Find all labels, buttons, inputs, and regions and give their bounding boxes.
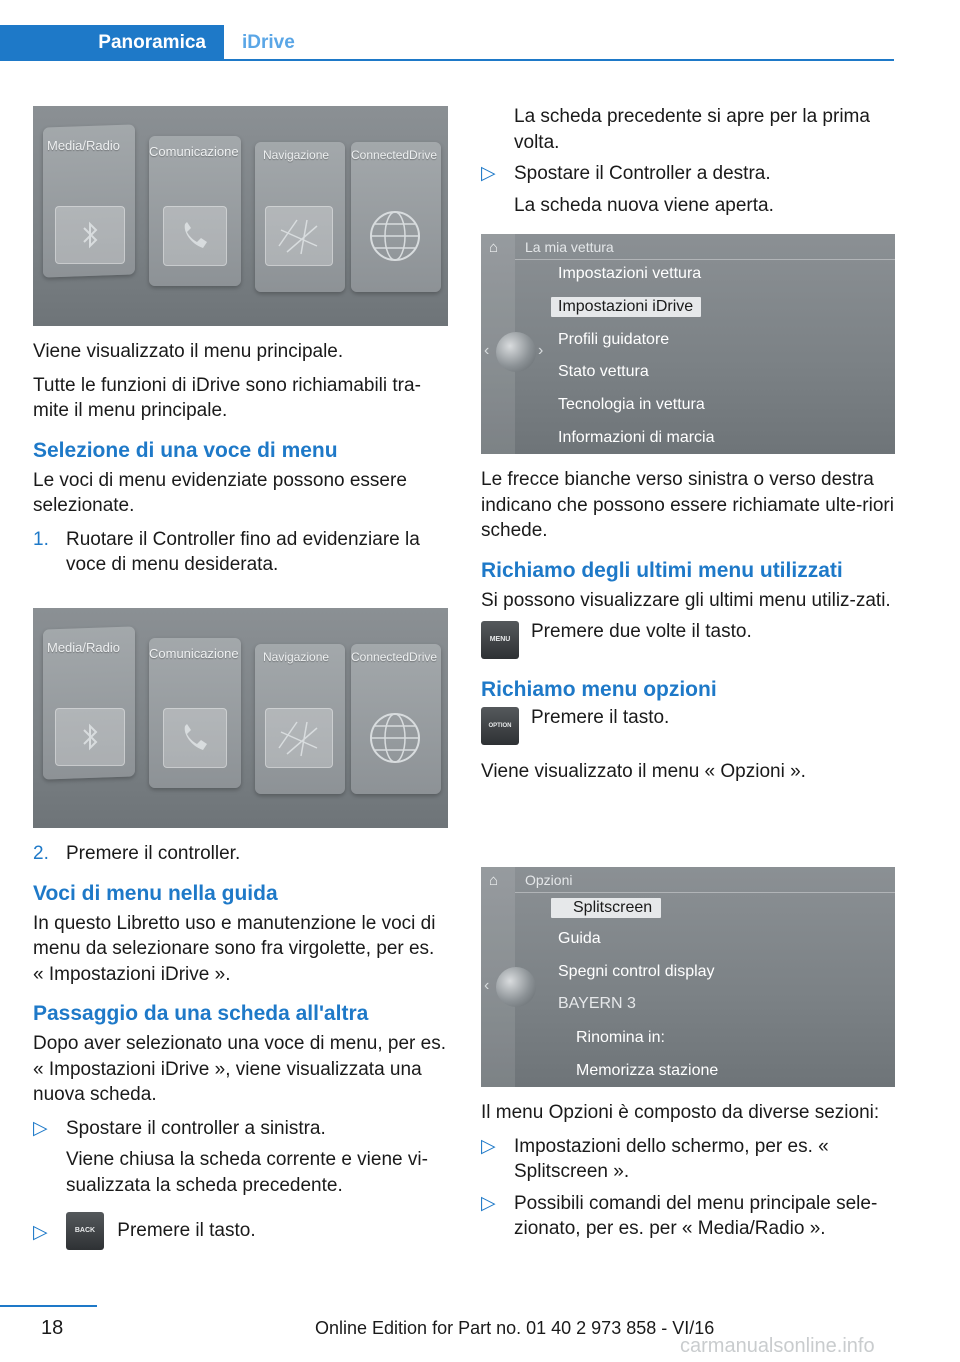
- edition-note: Online Edition for Part no. 01 40 2 973 858 - VI/16: [315, 1318, 715, 1338]
- globe-icon: [359, 704, 431, 772]
- bullet-move-left-text: Spostare il controller a sinistra.: [66, 1117, 326, 1139]
- card-label-connecteddrive: ConnectedDrive: [351, 148, 438, 162]
- options-menu-item: Guida: [558, 930, 601, 947]
- left-arrow-icon: ‹: [484, 977, 490, 994]
- controller-knob-icon: [496, 967, 536, 1007]
- home-icon: ⌂: [489, 872, 499, 889]
- card-label-navigation: Navigazione: [263, 148, 330, 162]
- phone-icon: [163, 206, 227, 266]
- p-recent: Si possono visualizzare gli ultimi menu utiliz-zati.: [481, 589, 891, 611]
- bluetooth-icon: [55, 206, 125, 264]
- left-arrow-icon: ‹: [484, 342, 490, 359]
- h-menu-items-guide: Voci di menu nella guida: [33, 881, 278, 905]
- home-icon: ⌂: [489, 239, 499, 256]
- triangle-bullet-icon: ▷: [481, 1192, 496, 1214]
- car-menu-item: Profili guidatore: [558, 331, 670, 348]
- bullet-main-menu-commands-text: Possibili comandi del menu principale sele-zionato, per es. per « Media/Radio ».: [514, 1192, 878, 1239]
- p-select: Le voci di menu evidenziate possono essere selezionate.: [33, 469, 407, 516]
- car-menu-title: La mia vettura: [525, 239, 614, 255]
- page-number: 18: [41, 1317, 64, 1339]
- p-main-menu: Viene visualizzato il menu principale.: [33, 341, 344, 362]
- triangle-bullet-icon: ▷: [33, 1222, 48, 1243]
- footer-rule: [0, 1305, 97, 1307]
- bullet-back-key-text: Premere il tasto.: [117, 1220, 256, 1242]
- p-arrows: Le frecce bianche verso sinistra o verso destra indicano che possono essere richiamate ulte-riori schede.: [481, 469, 894, 541]
- car-menu-screenshot: [481, 234, 895, 454]
- step-1-text: Ruotare il Controller fino ad evidenziare la voce di menu desiderata.: [66, 528, 420, 575]
- triangle-bullet-icon: ▷: [481, 1135, 496, 1157]
- bluetooth-icon: [55, 708, 125, 766]
- p-all-functions: Tutte le funzioni di iDrive sono richiamabili tra-mite il menu principale.: [33, 374, 421, 421]
- menu-key-icon: MENU: [481, 621, 519, 659]
- options-menu-title: Opzioni: [525, 872, 573, 888]
- left-text-block-1: [33, 339, 448, 584]
- topic-tab: iDrive: [242, 32, 295, 53]
- triangle-bullet-icon: ▷: [33, 1117, 48, 1139]
- bullet-list-right: [481, 161, 897, 218]
- idrive-home-screenshot-1: [33, 106, 448, 326]
- bullet-move-right-sub: La scheda nuova viene aperta.: [514, 194, 774, 216]
- options-menu-item: BAYERN 3: [558, 995, 636, 1012]
- map-icon: [265, 206, 333, 266]
- menu-key-row: [481, 621, 897, 659]
- p-prev-opens: La scheda precedente si apre per la prima volta.: [514, 106, 870, 153]
- controller-knob-icon: [496, 332, 536, 372]
- step-1: [33, 527, 448, 578]
- back-key-icon: BACK: [66, 1212, 104, 1250]
- idrive-home-screenshot-2: [33, 608, 448, 828]
- h-select-menu-item: Selezione di una voce di menu: [33, 438, 338, 462]
- h-recent-menus: Richiamo degli ultimi menu utilizzati: [481, 558, 843, 582]
- car-menu-item: Informazioni di marcia: [558, 429, 715, 446]
- left-text-block-2: [33, 841, 448, 1256]
- watermark: carmanualsonline.info: [680, 1335, 875, 1357]
- options-menu-item-highlighted: Splitscreen: [573, 899, 653, 916]
- triangle-bullet-icon: ▷: [481, 163, 496, 184]
- bullet-back-key: [33, 1212, 448, 1250]
- p-options-shown: Viene visualizzato il menu « Opzioni ».: [481, 761, 806, 782]
- p-press-twice: Premere due volte il tasto.: [531, 621, 752, 642]
- steps-list-1: [33, 527, 448, 578]
- p-press: Premere il tasto.: [531, 707, 670, 728]
- bullet-list-options: [481, 1134, 897, 1242]
- bullet-move-right: [481, 161, 897, 218]
- car-menu-item: Stato vettura: [558, 363, 649, 380]
- header-rule: [224, 59, 894, 61]
- card-label-communication: Comunicazione: [149, 144, 239, 159]
- map-icon: [265, 708, 333, 768]
- options-menu-item: Spegni control display: [558, 963, 715, 980]
- p-switch: Dopo aver selezionato una voce di menu, per es. « Impostazioni iDrive », viene visualizzata una nuova scheda.: [33, 1033, 446, 1105]
- option-key-row: [481, 707, 897, 745]
- phone-icon: [163, 708, 227, 768]
- bullet-move-left-sub: Viene chiusa la scheda corrente e viene vi-sualizzata la scheda precedente.: [66, 1149, 428, 1196]
- menu-divider: [515, 892, 895, 893]
- h-switch-tab: Passaggio da una scheda all'altra: [33, 1002, 369, 1025]
- bullet-main-menu-commands: [481, 1191, 897, 1242]
- card-label-media: Media/Radio: [47, 138, 120, 153]
- card-label-media: Media/Radio: [47, 640, 120, 655]
- bullet-screen-settings-text: Impostazioni dello schermo, per es. « Splitscreen ».: [514, 1135, 829, 1182]
- bullet-screen-settings: [481, 1134, 897, 1185]
- right-text-block-3: [481, 467, 897, 793]
- page-header: [0, 25, 960, 61]
- card-label-connecteddrive: ConnectedDrive: [351, 650, 438, 664]
- step-2-number: 2.: [33, 843, 49, 864]
- h-options-menu: Richiamo menu opzioni: [481, 678, 717, 701]
- car-menu-item: Tecnologia in vettura: [558, 396, 705, 413]
- p-options-sections: Il menu Opzioni è composto da diverse sezioni:: [481, 1102, 880, 1123]
- right-text-block-2: [481, 161, 897, 224]
- bullet-move-right-text: Spostare il Controller a destra.: [514, 163, 771, 184]
- right-arrow-icon: ›: [538, 342, 544, 359]
- step-1-number: 1.: [33, 528, 49, 550]
- section-tab: Panoramica: [0, 25, 224, 61]
- option-key-icon: OPTION: [481, 707, 519, 745]
- options-menu-item: Memorizza stazione: [576, 1062, 719, 1079]
- car-menu-item: Impostazioni vettura: [558, 265, 702, 282]
- options-menu-screenshot: [481, 867, 895, 1087]
- options-menu-item: Rinomina in:: [576, 1029, 665, 1046]
- steps-list-2: [33, 841, 448, 867]
- globe-icon: [359, 202, 431, 270]
- card-label-navigation: Navigazione: [263, 650, 330, 664]
- p-guide: In questo Libretto uso e manutenzione le voci di menu da selezionare sono fra virgolette, per es. « Impostazioni iDrive ».: [33, 912, 436, 985]
- menu-divider: [515, 259, 895, 260]
- car-menu-item-highlighted: Impostazioni iDrive: [558, 298, 694, 315]
- right-text-block-4: [481, 1100, 897, 1248]
- step-2-text: Premere il controller.: [66, 843, 241, 864]
- card-label-communication: Comunicazione: [149, 646, 239, 661]
- right-text-block-1: [481, 104, 897, 163]
- bullet-move-left: [33, 1116, 448, 1199]
- bullet-list-switch: [33, 1116, 448, 1251]
- step-2: [33, 841, 448, 867]
